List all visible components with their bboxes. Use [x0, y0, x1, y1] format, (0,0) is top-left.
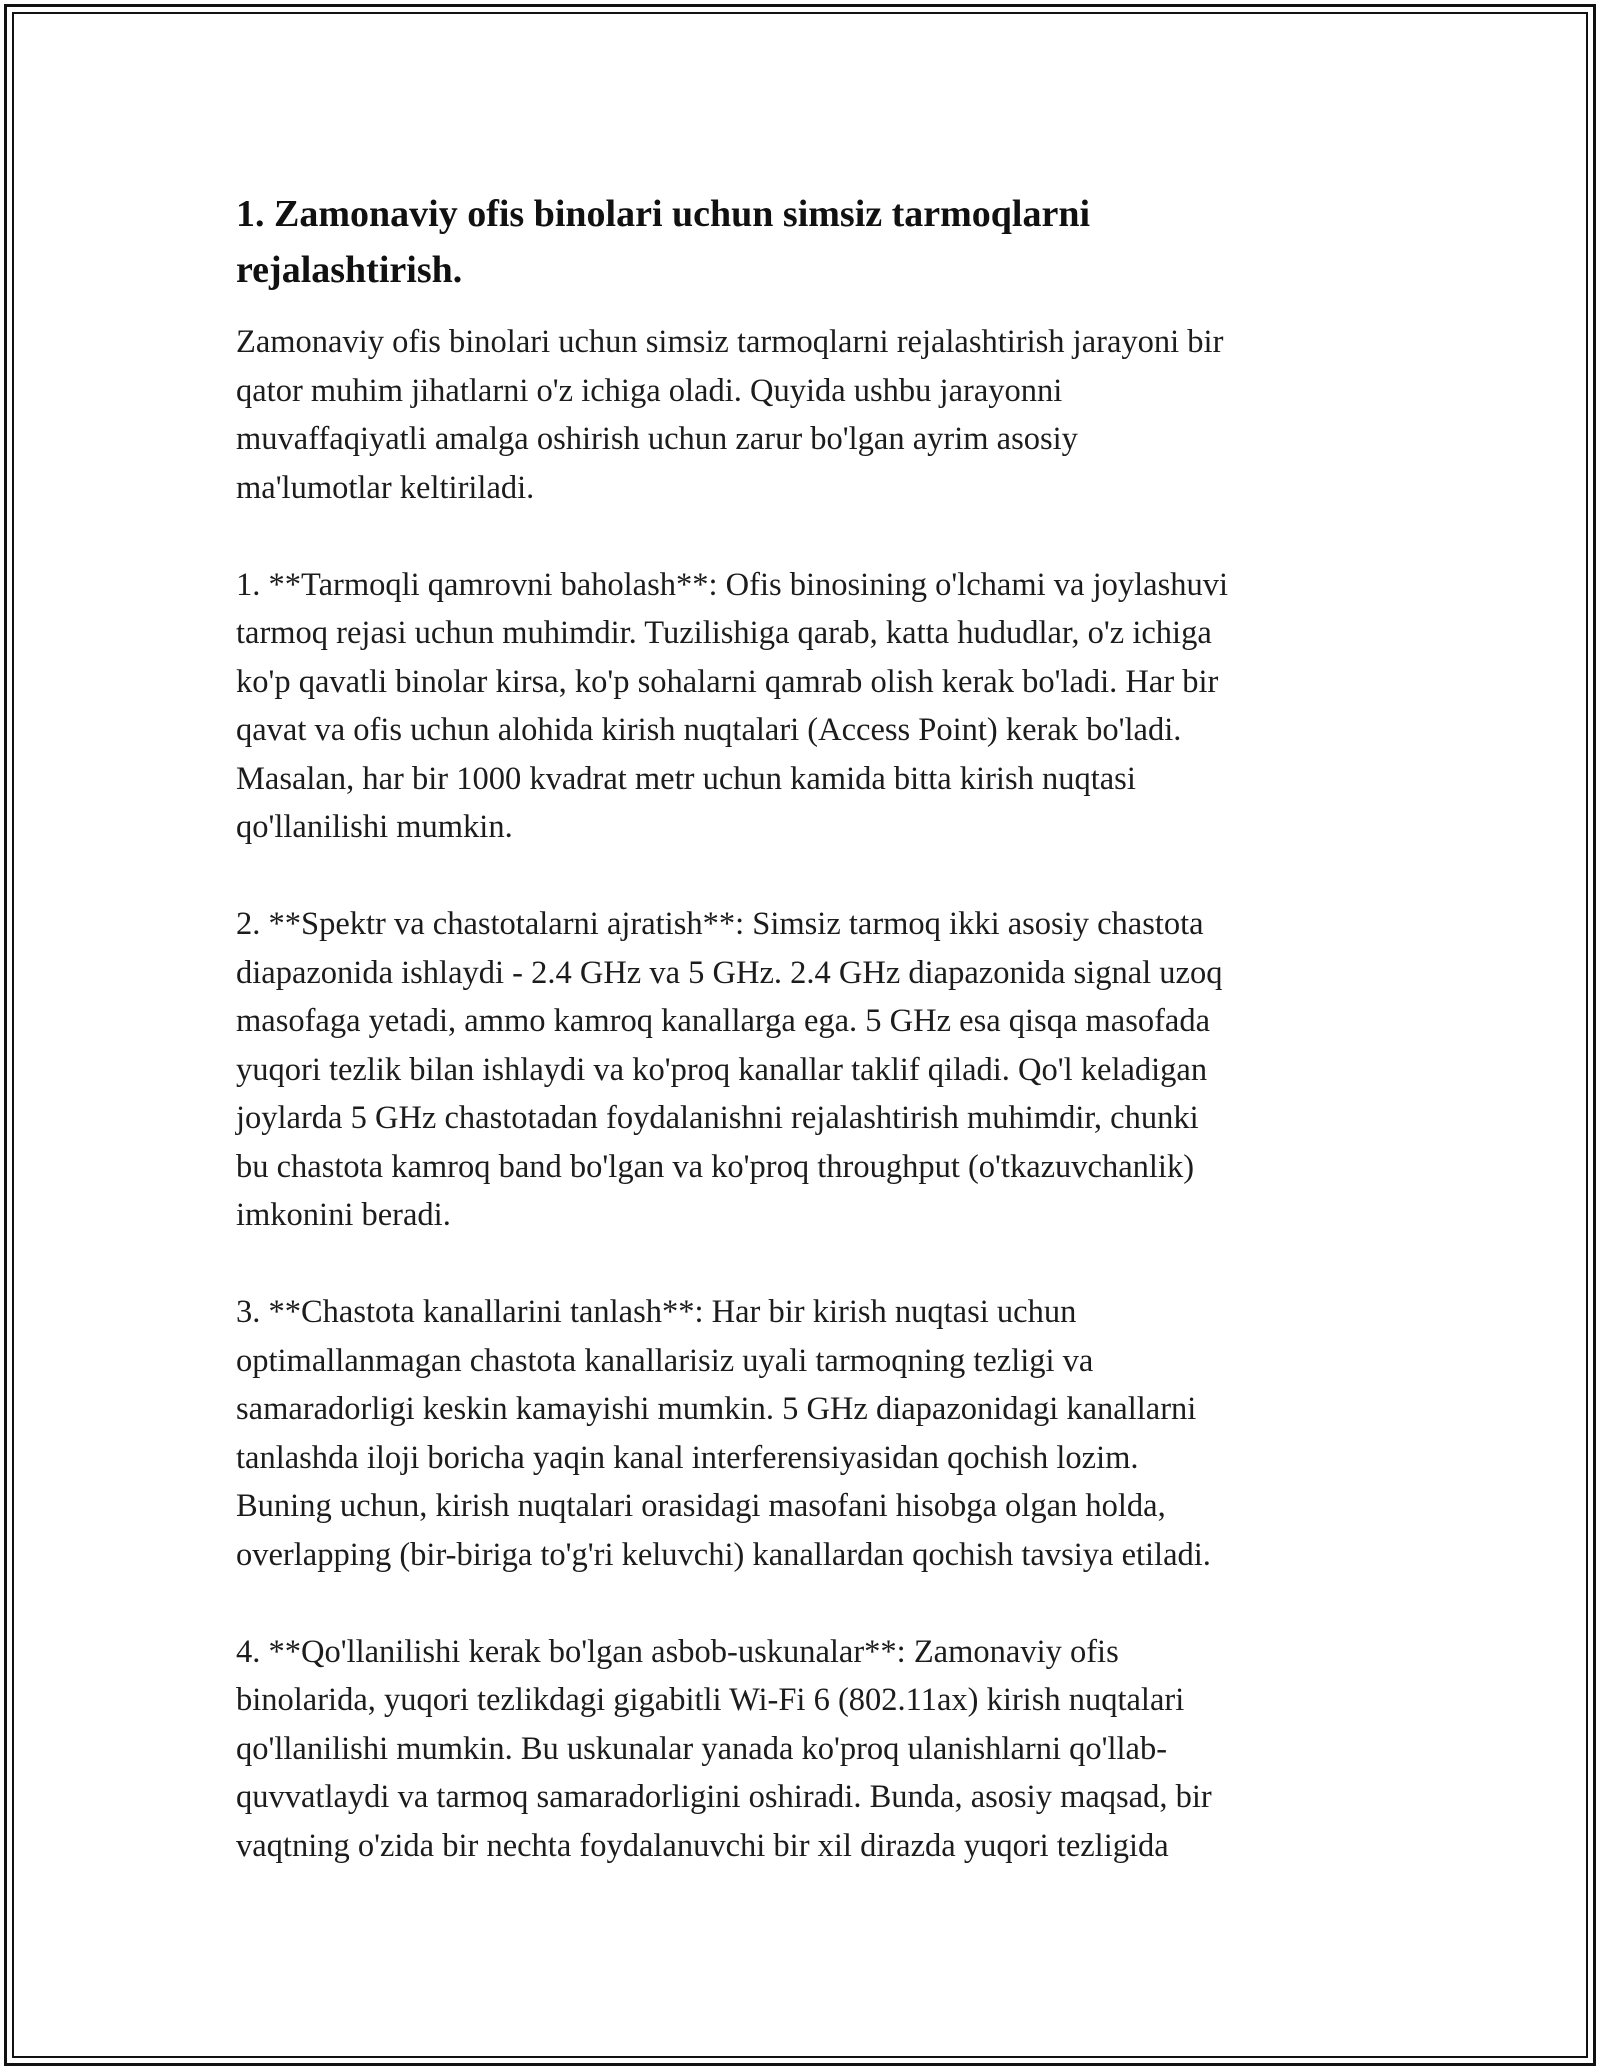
- document-title: 1. Zamonaviy ofis binolari uchun simsiz tarmoqlarni rejalashtirish.: [236, 193, 1091, 291]
- paragraph-channels: 3. **Chastota kanallarini tanlash**: Har bir kirish nuqtasi uchun optimallanmagan chastota kanallarisiz uyali tarmoqning tezligi va samaradorligi keskin kamayishi mumkin. 5 GHz diapazonidagi kanallarni tanlashda iloji boricha yaqin kanal interferensiyasidan qochish lozim. Buning uchun, kirish nuqtalari orasidagi masofani hisobga olgan holda, overlapping (bir-biriga to'g'ri keluvchi) kanallardan qochish tavsiya etiladi.: [236, 1294, 1211, 1573]
- document-body: [236, 186, 1376, 1919]
- paragraph-equipment: 4. **Qo'llanilishi kerak bo'lgan asbob-uskunalar**: Zamonaviy ofis binolarida, yuqori tezlikdagi gigabitli Wi-Fi 6 (802.11ax) kirish nuqtalari qo'llanilishi mumkin. Bu uskunalar yanada ko'proq ulanishlarni qo'llab- quvvatlaydi va tarmoq samaradorligini oshiradi. Bunda, asosiy maqsad, bir vaqtning o'zida bir nechta foydalanuvchi bir xil dirazda yuqori tezligida: [236, 1633, 1212, 1864]
- paragraph-spectrum: 2. **Spektr va chastotalarni ajratish**: Simsiz tarmoq ikki asosiy chastota diapazonida ishlaydi - 2.4 GHz va 5 GHz. 2.4 GHz diapazonida signal uzoq masofaga yetadi, ammo kamroq kanallarga ega. 5 GHz esa qisqa masofada yuqori tezlik bilan ishlaydi va ko'proq kanallar taklif qiladi. Qo'l keladigan joylarda 5 GHz chastotadan foydalanishni rejalashtirish muhimdir, chunki bu chastota kamroq band bo'lgan va ko'proq throughput (o'tkazuvchanlik) imkonini beradi.: [236, 906, 1223, 1233]
- intro-paragraph: Zamonaviy ofis binolari uchun simsiz tarmoqlarni rejalashtirish jarayoni bir qator muhim jihatlarni o'z ichiga oladi. Quyida ushbu jarayonni muvaffaqiyatli amalga oshirish uchun zarur bo'lgan ayrim asosiy ma'lumotlar keltiriladi.: [236, 324, 1224, 506]
- paragraph-coverage: 1. **Tarmoqli qamrovni baholash**: Ofis binosining o'lchami va joylashuvi tarmoq rejasi uchun muhimdir. Tuzilishiga qarab, katta hududlar, o'z ichiga ko'p qavatli binolar kirsa, ko'p sohalarni qamrab olish kerak bo'ladi. Har bir qavat va ofis uchun alohida kirish nuqtalari (Access Point) kerak bo'ladi. Masalan, har bir 1000 kvadrat metr uchun kamida bitta kirish nuqtasi qo'llanilishi mumkin.: [236, 566, 1228, 845]
